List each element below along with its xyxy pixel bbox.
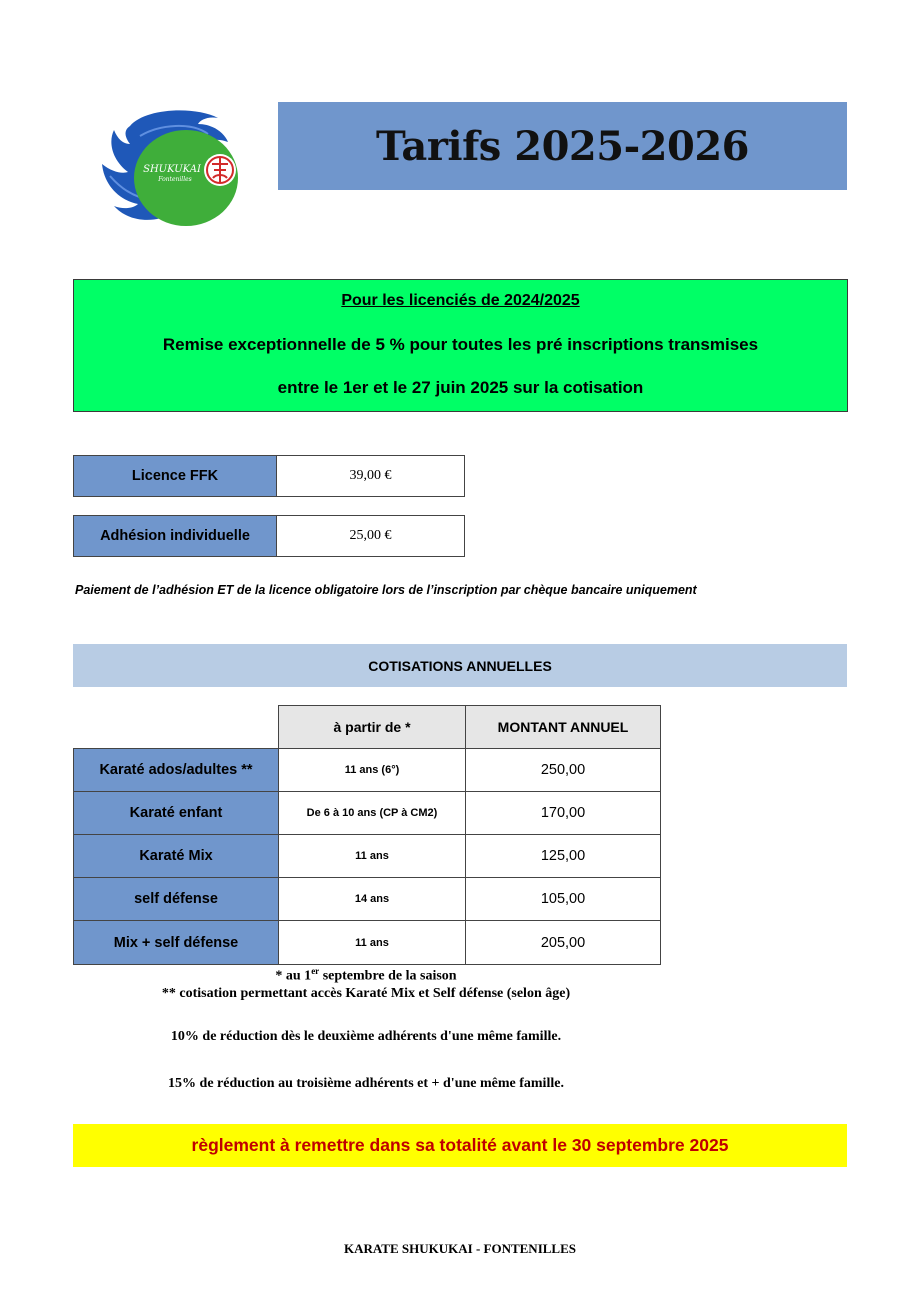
column-header-amount: MONTANT ANNUEL <box>465 705 661 749</box>
logo-text-fontenilles: Fontenilles <box>158 176 192 183</box>
row-label: Karaté Mix <box>73 834 279 878</box>
discount-second: 10% de réduction dès le deuxième adhérents d'une même famille. <box>170 1029 562 1044</box>
payment-note-part1: Paiement de l’adhésion <box>75 583 218 597</box>
payment-note-part2: de la licence obligatoire lors de l’inscription par chèque bancaire uniquement <box>233 583 697 597</box>
fee-label: Licence FFK <box>73 455 277 497</box>
page-title: Tarifs 2025-2026 <box>375 122 750 170</box>
footnote-access: ** cotisation permettant accès Karaté Mix et Self défense (selon âge) <box>161 986 571 1001</box>
footnote-date-sup: er <box>311 966 320 976</box>
column-header-age: à partir de * <box>278 705 466 749</box>
title-banner <box>278 102 847 190</box>
row-label: self défense <box>73 877 279 921</box>
logo-text-shukukai: SHUKUKAI <box>143 164 201 175</box>
row-age: De 6 à 10 ans (CP à CM2) <box>278 791 466 835</box>
promo-heading: Pour les licenciés de 2024/2025 <box>341 292 580 309</box>
deadline-banner <box>73 1124 847 1167</box>
fee-row-adhesion <box>73 515 465 557</box>
payment-note-emphasis: ET <box>217 583 234 597</box>
row-age: 11 ans (6°) <box>278 748 466 792</box>
footnote-date-a: * au 1 <box>275 968 312 984</box>
row-label: Karaté ados/adultes ** <box>73 748 279 792</box>
payment-note <box>75 583 875 597</box>
fee-row-licence <box>73 455 465 497</box>
row-age: 11 ans <box>278 920 466 965</box>
row-label: Karaté enfant <box>73 791 279 835</box>
fee-value: 39,00 € <box>277 455 465 497</box>
row-age: 11 ans <box>278 834 466 878</box>
club-logo <box>100 106 240 228</box>
promo-line-1: Remise exceptionnelle de 5 % pour toutes les pré inscriptions transmises <box>162 335 759 354</box>
fee-value: 25,00 € <box>277 515 465 557</box>
row-amount: 205,00 <box>465 920 661 965</box>
cotisations-header <box>73 644 847 687</box>
deadline-text: règlement à remettre dans sa totalité avant le 30 septembre 2025 <box>191 1135 729 1155</box>
footnote-date <box>166 966 566 985</box>
row-amount: 125,00 <box>465 834 661 878</box>
footnote-date-b: septembre de la saison <box>319 968 457 984</box>
row-amount: 250,00 <box>465 748 661 792</box>
promo-line-2: entre le 1er et le 27 juin 2025 sur la cotisation <box>277 378 644 397</box>
row-age: 14 ans <box>278 877 466 921</box>
footer: KARATE SHUKUKAI - FONTENILLES <box>344 1241 576 1256</box>
cotisations-header-label: COTISATIONS ANNUELLES <box>368 657 552 674</box>
discount-third: 15% de réduction au troisième adhérents et + d'une même famille. <box>168 1076 564 1091</box>
promo-box <box>73 279 848 412</box>
row-amount: 105,00 <box>465 877 661 921</box>
row-amount: 170,00 <box>465 791 661 835</box>
row-label: Mix + self défense <box>73 920 279 965</box>
fee-label: Adhésion individuelle <box>73 515 277 557</box>
